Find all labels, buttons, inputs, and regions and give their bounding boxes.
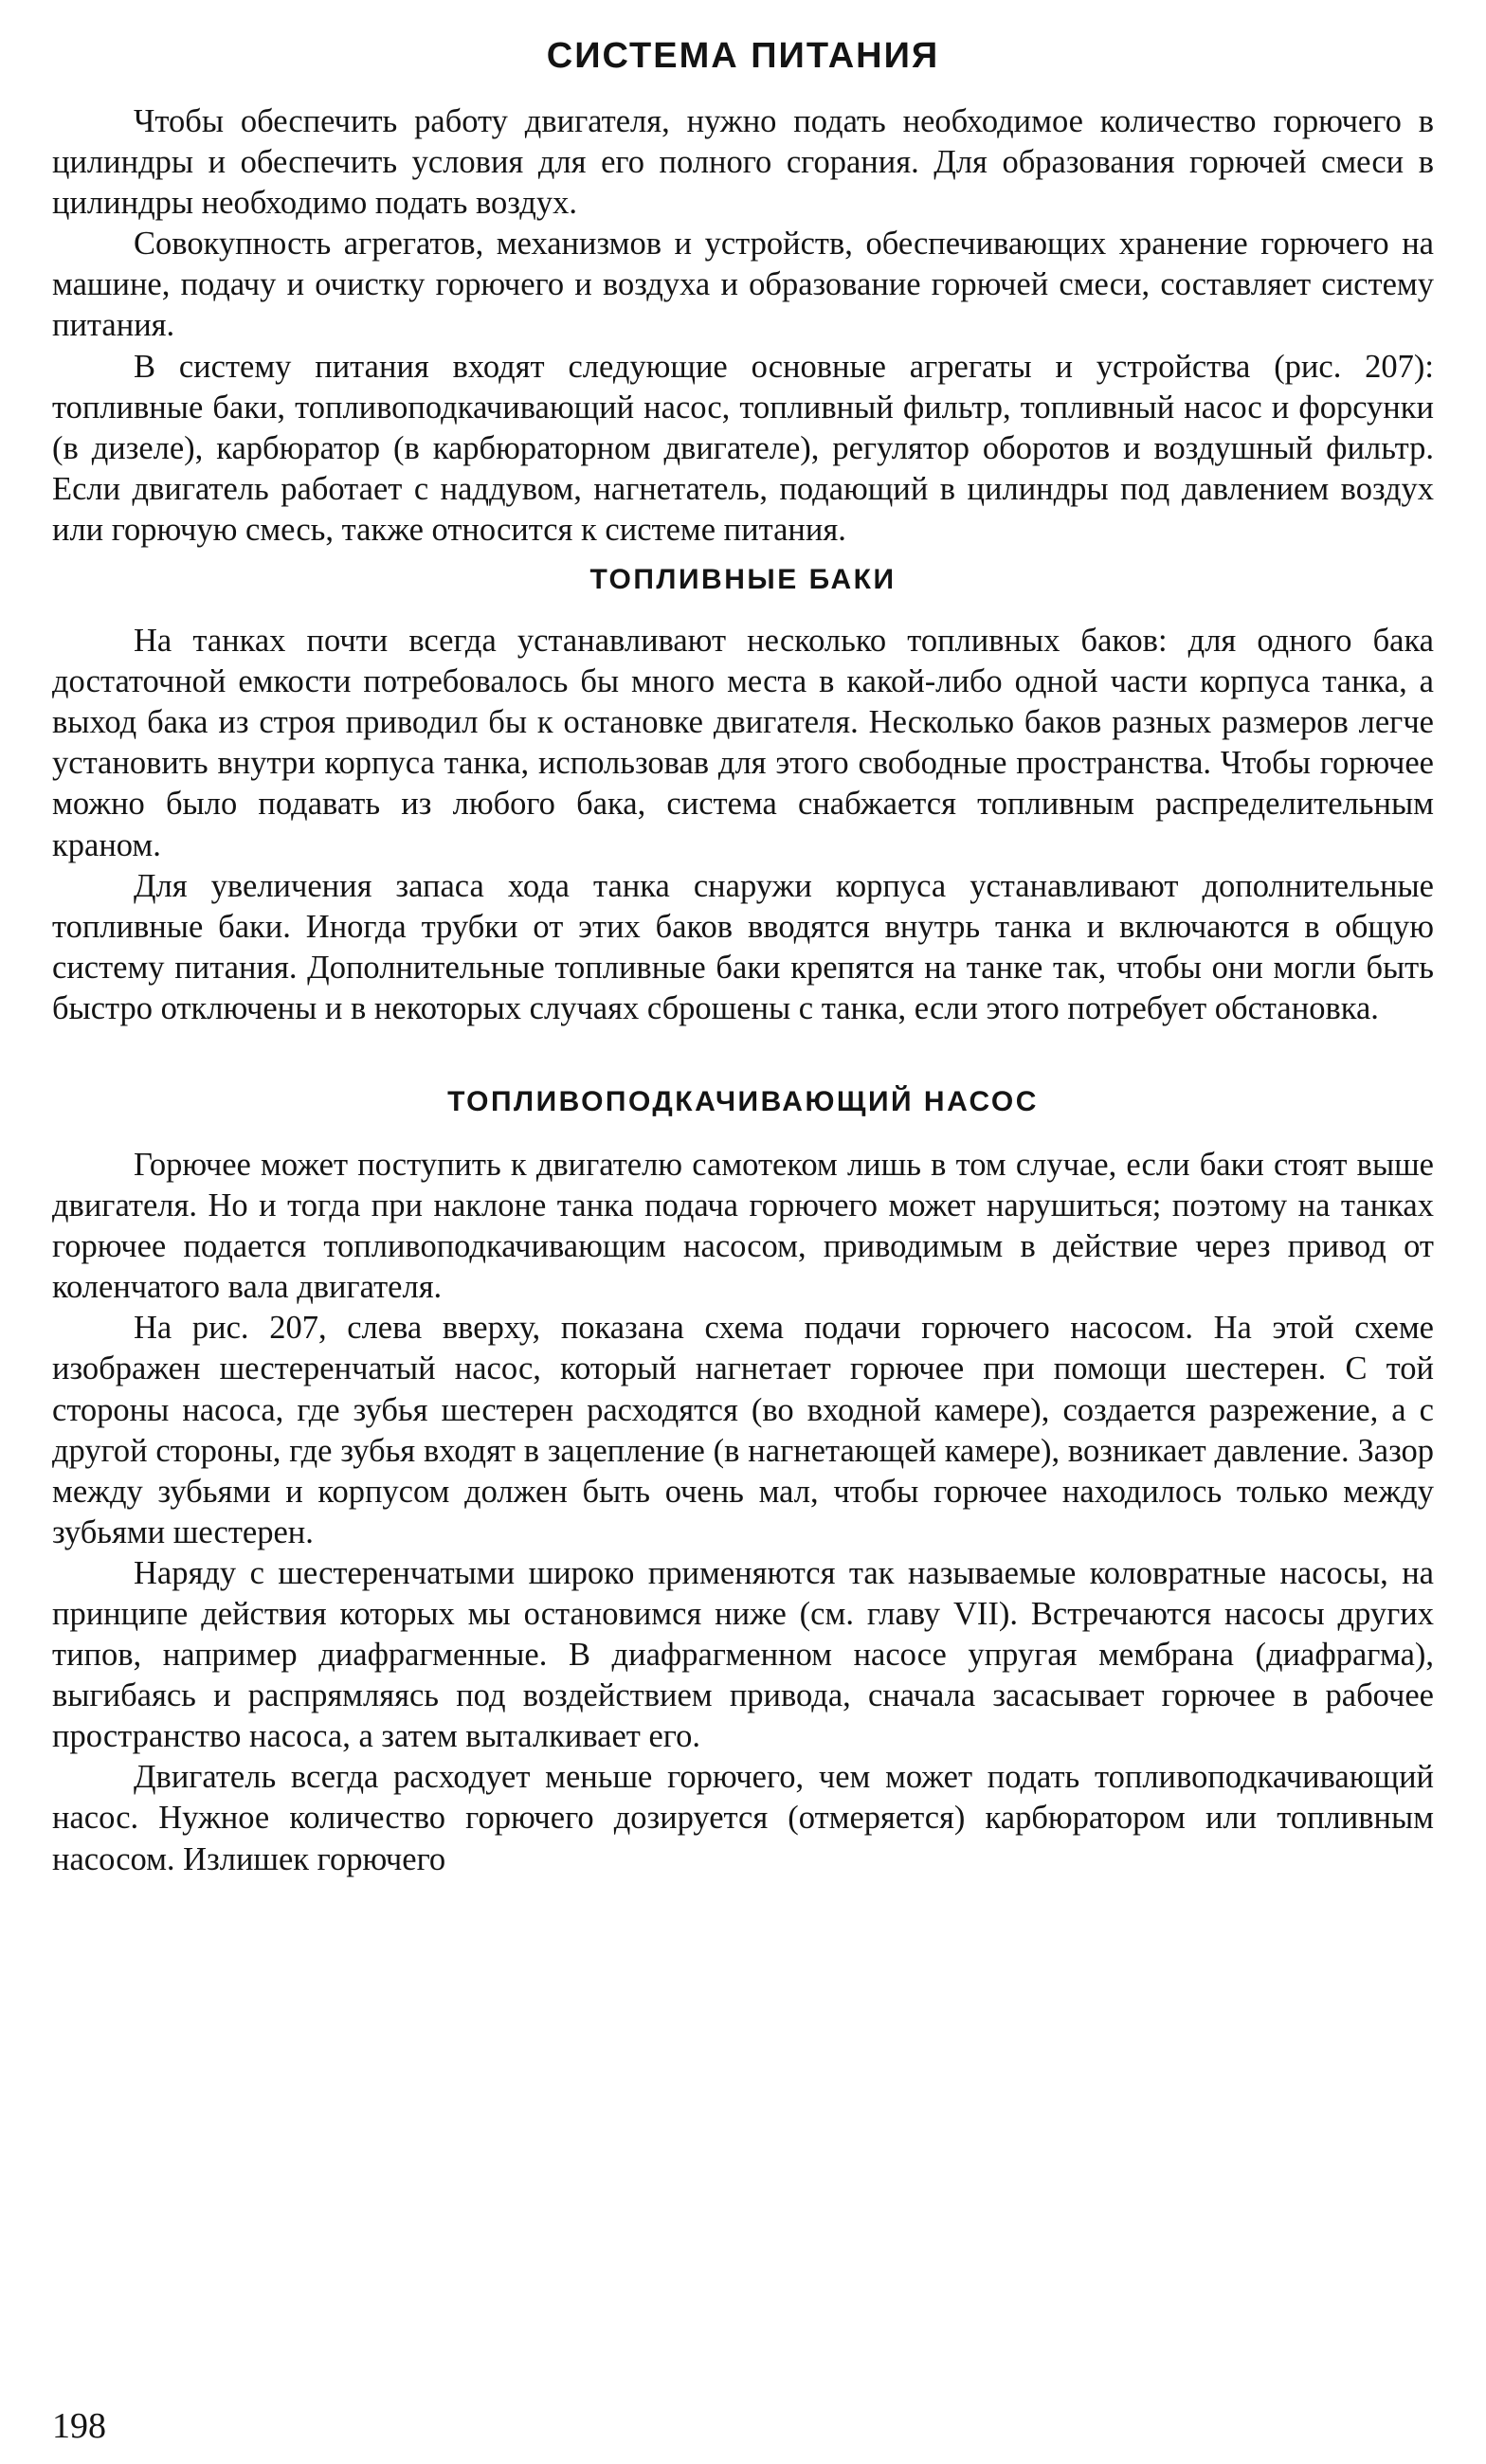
- paragraph: Наряду с шестеренчатыми широко применяются так называемые коловратные насосы, на принципе действия которых мы остановимся ниже (см. главу VII). Встречаются насосы других типов, например диафрагменные. В диафрагменном насосе упругая мембрана (диафрагма), выгибаясь и распрямляясь под воздействием привода, сначала засасывает горючее в рабочее пространство насоса, а затем выталкивает его.: [52, 1554, 1434, 1755]
- page-number: 198: [52, 2406, 106, 2446]
- page-body: [52, 28, 1434, 1880]
- subsection-title-fuel-tanks: ТОПЛИВНЫЕ БАКИ: [589, 564, 897, 596]
- paragraph: Горючее может поступить к двигателю самотеком лишь в том случае, если баки стоят выше двигателя. Но и тогда при наклоне танка подача горючего может нарушиться; поэтому на танках горючее подается топливоподкачивающим насосом, приводимым в действие через привод от коленчатого вала двигателя.: [52, 1146, 1434, 1306]
- paragraph: На рис. 207, слева вверху, показана схема подачи горючего насосом. На этой схеме изображен шестеренчатый насос, который нагнетает горючее при помощи шестерен. С той стороны насоса, где зубья шестерен расходятся (во входной камере), создается разрежение, а с другой стороны, где зубья входят в зацепление (в нагнетающей камере), возникает давление. Зазор между зубьями и корпусом должен быть очень мал, чтобы горючее находилось только между зубьями шестерен.: [52, 1310, 1434, 1550]
- fuel-pump-text: [52, 1145, 1434, 1880]
- paragraph: В систему питания входят следующие основные агрегаты и устройства (рис. 207): топливные баки, топливоподкачивающий насос, топливный фильтр, топливный насос и форсунки (в дизеле), карбюратор (в карбюраторном двигателе), регулятор оборотов и воздушный фильтр. Если двигатель работает с наддувом, нагнетатель, подающий в цилиндры под давлением воздух или горючую смесь, также относится к системе питания.: [52, 348, 1434, 548]
- intro-text: [52, 101, 1434, 551]
- fuel-tanks-text: [52, 621, 1434, 1029]
- section-title: СИСТЕМА ПИТАНИЯ: [546, 36, 940, 76]
- paragraph: Двигатель всегда расходует меньше горючего, чем может подать топливоподкачивающий насос. Нужное количество горючего дозируется (отмеряется) карбюратором или топливным насосом. Излишек горючего: [52, 1759, 1434, 1877]
- subsection-title-fuel-pump: ТОПЛИВОПОДКАЧИВАЮЩИЙ НАСОС: [447, 1085, 1039, 1117]
- paragraph: На танках почти всегда устанавливают несколько топливных баков: для одного бака достаточной емкости потребовалось бы много места в какой-либо одной части корпуса танка, а выход бака из строя приводил бы к остановке двигателя. Несколько баков разных размеров легче установить внутри корпуса танка, использовав для этого свободные пространства. Чтобы горючее можно было подавать из любого бака, система снабжается топливным распределительным краном.: [52, 623, 1434, 863]
- paragraph: Совокупность агрегатов, механизмов и устройств, обеспечивающих хранение горючего на машине, подачу и очистку горючего и воздуха и образование горючей смеси, составляет систему питания.: [52, 226, 1434, 344]
- paragraph: Для увеличения запаса хода танка снаружи корпуса устанавливают дополнительные топливные баки. Иногда трубки от этих баков вводятся внутрь танка и включаются в общую систему питания. Дополнительные топливные баки крепятся на танке так, чтобы они могли быть быстро отключены и в некоторых случаях сброшены с танка, если этого потребует обстановка.: [52, 867, 1434, 1026]
- paragraph: Чтобы обеспечить работу двигателя, нужно подать необходимое количество горючего в цилиндры и обеспечить условия для его полного сгорания. Для образования горючей смеси в цилиндры необходимо подать воздух.: [52, 103, 1434, 222]
